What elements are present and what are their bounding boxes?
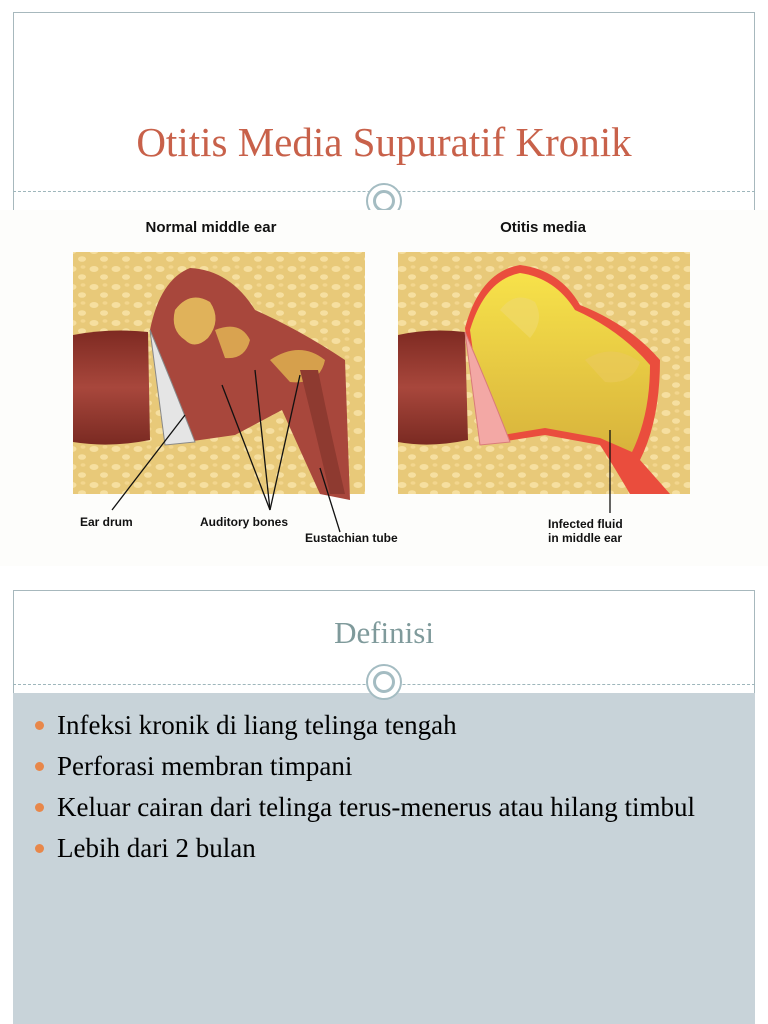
slide-1-title: Otitis Media Supuratif Kronik <box>136 119 632 165</box>
label-ear-drum: Ear drum <box>80 515 133 529</box>
list-item: Infeksi kronik di liang telinga tengah <box>35 708 735 742</box>
bullet-dot <box>35 844 44 853</box>
bullet-dot <box>35 803 44 812</box>
list-item: Lebih dari 2 bulan <box>35 831 735 865</box>
label-auditory-bones: Auditory bones <box>200 515 289 529</box>
ear-diagram <box>0 210 768 566</box>
label-eustachian-tube: Eustachian tube <box>305 531 398 545</box>
list-item: Perforasi membran timpani <box>35 749 735 783</box>
label-infected-fluid-2: in middle ear <box>548 531 623 545</box>
left-panel-title: Normal middle ear <box>145 219 277 236</box>
normal-ear-illustration <box>73 252 365 500</box>
bullet-dot <box>35 762 44 771</box>
bullet-dot <box>35 721 44 730</box>
otitis-ear-illustration <box>398 252 690 494</box>
definition-list <box>35 708 735 872</box>
divider-ornament-2 <box>366 664 402 700</box>
slide-2-title: Definisi <box>334 615 434 650</box>
list-item: Keluar cairan dari telinga terus-menerus atau hilang timbul <box>35 790 735 824</box>
label-infected-fluid-1: Infected fluid <box>548 517 623 531</box>
right-panel-title: Otitis media <box>500 219 586 236</box>
